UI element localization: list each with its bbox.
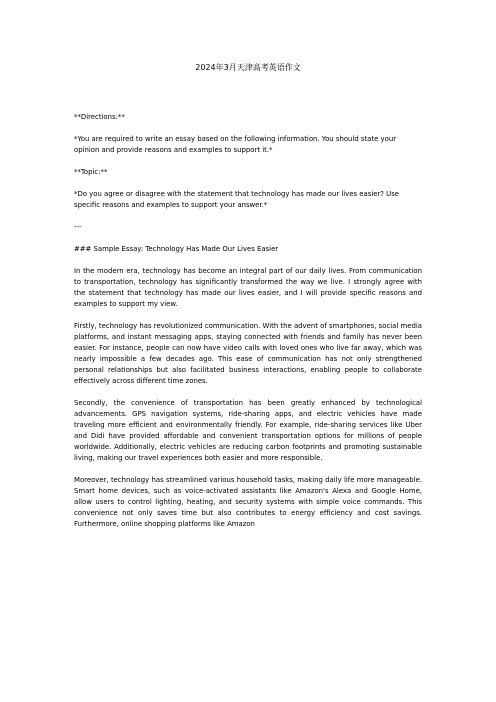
essay-paragraph-3: Secondly, the convenience of transportation has been greatly enhanced by technological advancements. GPS navigation systems, ride-sharing apps, and electric vehicles have made traveling more efficient and environmentally friendly. For example, ride-sharing services like Uber and Didi have provided affordable and convenient transportation options for millions of people worldwide. Additionally, electric vehicles are reducing carbon footprints and promoting sustainable living, making our travel experiences both easier and more responsible. [74, 399, 422, 462]
document-title: 2024年3月天津高考英语作文 [195, 63, 301, 72]
essay-paragraph-1: In the modern era, technology has become an integral part of our daily lives. From communication to transportation, technology has significantly transformed the way we live. I strongly agree with the statement that technology has made our lives easier, and I will provide specific reasons and examples to support my view. [74, 267, 422, 308]
essay-paragraph-4: Moreover, technology has streamlined various household tasks, making daily life more manageable. Smart home devices, such as voice-activated assistants like Amazon's Alexa and Google Home, allow users to control lighting, heating, and security systems with simple voice commands. This convenience not only saves time but also contributes to energy efficiency and cost savings. Furthermore, online shopping platforms like Amazon [74, 476, 422, 528]
directions-text: *You are required to write an essay based on the following information. You should state your opinion and provide reasons and examples to support it.* [74, 135, 397, 154]
topic-heading: **Topic:** [74, 168, 108, 176]
essay-paragraph-2: Firstly, technology has revolutionized communication. With the advent of smartphones, social media platforms, and instant messaging apps, staying connected with friends and family has never been easier. For instance, people can now have video calls with loved ones who live far away, which was nearly impossible a few decades ago. This ease of communication has not only strengthened personal relationships but also facilitated business interactions, enabling people to collaborate effectively across different time zones. [74, 322, 422, 385]
topic-text: *Do you agree or disagree with the statement that technology has made our lives easier? Use specific reasons and examples to support your answer.* [74, 190, 400, 209]
essay-heading: ### Sample Essay: Technology Has Made Our Lives Easier [74, 245, 279, 253]
separator: --- [74, 223, 82, 231]
document-body [74, 112, 422, 541]
directions-heading: **Directions:** [74, 113, 125, 121]
